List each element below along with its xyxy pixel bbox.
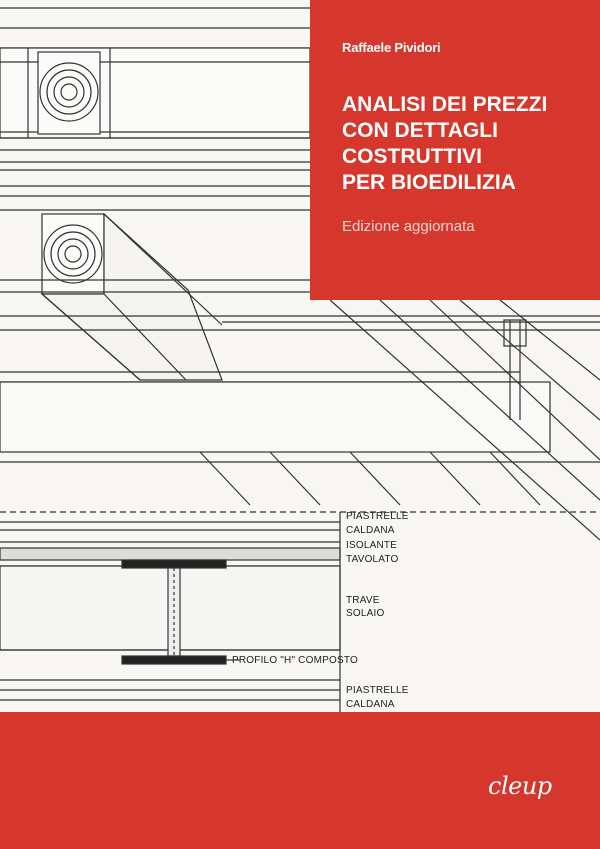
author-name: Raffaele Pividori <box>342 40 441 55</box>
label-caldana-top: CALDANA <box>346 525 395 536</box>
label-piastrelle-top: PIASTRELLE <box>346 511 409 522</box>
label-isolante: ISOLANTE <box>346 540 398 551</box>
title-line: PER BIOEDILIZIA <box>342 171 516 194</box>
title-panel <box>310 0 600 300</box>
label-tavolato: TAVOLATO <box>346 554 399 565</box>
label-solaio: SOLAIO <box>346 608 385 619</box>
title-line: COSTRUTTIVI <box>342 145 482 168</box>
book-title <box>342 92 592 196</box>
edition-subtitle: Edizione aggiornata <box>342 218 475 235</box>
label-caldana-bottom: CALDANA <box>346 699 395 710</box>
label-trave: TRAVE <box>346 595 380 606</box>
label-piastrelle-bottom: PIASTRELLE <box>346 685 409 696</box>
title-line: CON DETTAGLI <box>342 119 498 142</box>
label-profilo-h: PROFILO "H" COMPOSTO <box>232 655 358 666</box>
publisher-logo: cleup <box>488 772 552 800</box>
title-line: ANALISI DEI PREZZI <box>342 93 548 116</box>
